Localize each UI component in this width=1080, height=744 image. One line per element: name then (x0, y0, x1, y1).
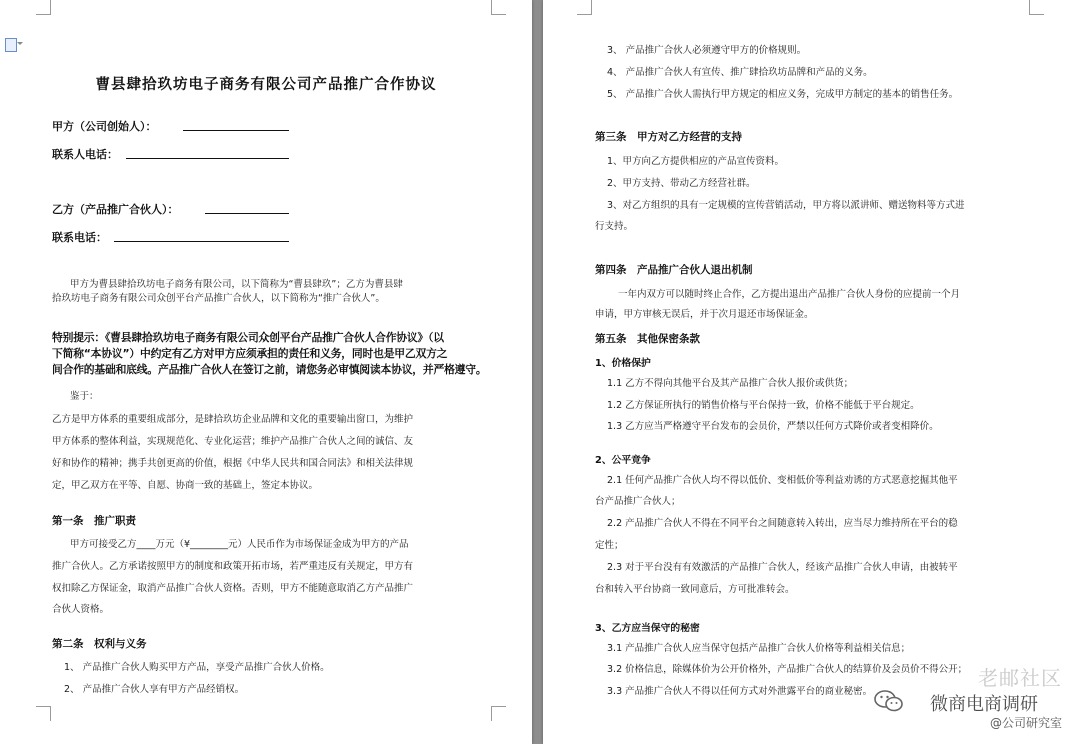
party-a-label: 甲方（公司创始人）： (52, 120, 157, 133)
section-heading: 3、乙方应当保守的秘密 (595, 623, 700, 634)
watermark-handle: @公司研究室 (989, 716, 1062, 730)
party-b-phone-blank[interactable] (114, 241, 289, 242)
section-line: 3.1 产品推广合伙人应当保守包括产品推广合伙人价格等利益相关信息； (607, 643, 911, 654)
wechat-logo-icon (874, 690, 904, 712)
crop-mark-top-right (491, 0, 506, 15)
party-a-phone-label: 联系人电话： (52, 148, 118, 161)
watermark-account-name: 微商电商调研 (930, 694, 1038, 715)
article3-line: 2、甲方支持、带动乙方经营社群。 (607, 178, 756, 189)
article1-line: 合伙人资格。 (52, 604, 110, 615)
special-notice-line: 特别提示：《曹县肆拾玖坊电子商务有限公司众创平台产品推广合伙人合作协议》（以 (52, 331, 444, 344)
section-line: 1.1 乙方不得向其他平台及其产品推广合伙人报价或供货； (607, 378, 854, 389)
intro-line: 拾玖坊电子商务有限公司众创平台产品推广合伙人，以下简称为“推广合伙人”。 (52, 293, 385, 304)
crop-mark-top-left (36, 0, 51, 15)
article3-line: 1、甲方向乙方提供相应的产品宣传资料。 (607, 156, 785, 167)
section-line: 2.3 对于平台没有有效激活的产品推广合伙人，经该产品推广合伙人申请，由被转平 (607, 562, 958, 573)
section-line: 1.3 乙方应当严格遵守平台发布的会员价，严禁以任何方式降价或者变相降价。 (607, 421, 939, 432)
article3-line: 行支持。 (595, 221, 634, 232)
article3-line: 3、对乙方组织的具有一定规模的宣传营销活动，甲方将以派讲师、赠送物料等方式进 (607, 200, 965, 211)
party-b-label: 乙方（产品推广合伙人）： (52, 203, 179, 216)
whereas-line: 甲方体系的整体利益，实现规范化、专业化运营；维护产品推广合伙人之间的诚信、友 (52, 436, 414, 447)
section-heading: 1、价格保护 (595, 358, 651, 369)
crop-mark-top-left (577, 0, 592, 15)
article2-line: 5、 产品推广合伙人需执行甲方规定的相应义务，完成甲方制定的基本的销售任务。 (607, 89, 959, 100)
article4-line: 一年内双方可以随时终止合作，乙方提出退出产品推广合伙人身份的应提前一个月 (618, 289, 961, 300)
section-line: 台产品推广合伙人； (595, 496, 681, 507)
whereas-line: 乙方是甲方体系的重要组成部分，是肆拾玖坊企业品牌和文化的重要输出窗口，为维护 (52, 414, 414, 425)
party-b-blank[interactable] (205, 213, 289, 214)
document-icon[interactable] (5, 38, 17, 52)
whereas-line: 定，甲乙双方在平等、自愿、协商一致的基础上，签定本协议。 (52, 480, 319, 491)
article2-line: 4、 产品推广合伙人有宣传、推广肆拾玖坊品牌和产品的义务。 (607, 67, 873, 78)
watermark (826, 656, 1066, 734)
agreement-title: 曹县肆拾玖坊电子商务有限公司产品推广合作协议 (95, 77, 437, 93)
section-line: 1.2 乙方保证所执行的销售价格与平台保持一致，价格不能低于平台规定。 (607, 400, 920, 411)
crop-mark-bottom-right (491, 706, 506, 721)
article3-heading: 第三条 甲方对乙方经营的支持 (595, 131, 742, 143)
article2-line: 1、 产品推广合伙人购买甲方产品，享受产品推广合伙人价格。 (64, 662, 330, 673)
article2-line: 3、 产品推广合伙人必须遵守甲方的价格规则。 (607, 45, 807, 56)
party-a-phone-blank[interactable] (126, 158, 289, 159)
document-page-right (543, 0, 1080, 744)
article1-line: 甲方可接受乙方____万元（¥________元）人民币作为市场保证金成为甲方的产品 (70, 539, 409, 550)
watermark-site-text: 老邮社区 (978, 666, 1062, 690)
party-a-blank[interactable] (183, 130, 289, 131)
article4-line: 申请，甲方审核无误后，并于次月退还市场保证金。 (595, 309, 814, 320)
document-page-left (0, 0, 532, 744)
section-heading: 2、公平竞争 (595, 455, 651, 466)
intro-line: 甲方为曹县肆拾玖坊电子商务有限公司，以下简称为“曹县肆玖”；乙方为曹县肆 (70, 279, 403, 290)
article5-heading: 第五条 其他保密条款 (595, 333, 700, 345)
section-line: 2.2 产品推广合伙人不得在不同平台之间随意转入转出，应当尽力维持所在平台的稳 (607, 518, 958, 529)
article1-line: 权扣除乙方保证金，取消产品推广合伙人资格。否则，甲方不能随意取消乙方产品推广 (52, 583, 414, 594)
article1-line: 推广合伙人。乙方承诺按照甲方的制度和政策开拓市场，若严重违反有关规定，甲方有 (52, 561, 414, 572)
section-line: 3.3 产品推广合伙人不得以任何方式对外泄露平台的商业秘密。 (607, 686, 873, 697)
article4-heading: 第四条 产品推广合伙人退出机制 (595, 264, 753, 276)
article2-heading: 第二条 权利与义务 (52, 638, 147, 650)
whereas-heading: 鉴于： (70, 391, 99, 402)
crop-mark-bottom-left (36, 706, 51, 721)
special-notice-line: 下简称“本协议”）中约定有乙方对甲方应须承担的责任和义务，同时也是甲乙双方之 (52, 347, 448, 360)
party-b-phone-label: 联系电话： (52, 231, 107, 244)
article2-line: 2、 产品推广合伙人享有甲方产品经销权。 (64, 684, 245, 695)
article1-heading: 第一条 推广职责 (52, 515, 136, 527)
crop-mark-top-right (1029, 0, 1044, 15)
special-notice-line: 间合作的基础和底线。产品推广合伙人在签订之前，请您务必审慎阅读本协议，并严格遵守。 (52, 363, 487, 376)
section-line: 台和转入平台协商一致同意后，方可批准转会。 (595, 584, 795, 595)
whereas-line: 好和协作的精神；携手共创更高的价值，根据《中华人民共和国合同法》和相关法律规 (52, 458, 414, 469)
section-line: 3.2 价格信息，除媒体价为公开价格外，产品推广合伙人的结算价及会员价不得公开； (607, 664, 968, 675)
section-line: 定性； (595, 540, 624, 551)
section-line: 2.1 任何产品推广合伙人均不得以低价、变相低价等利益劝诱的方式恶意挖掘其他平 (607, 475, 958, 486)
special-notice (52, 330, 497, 378)
